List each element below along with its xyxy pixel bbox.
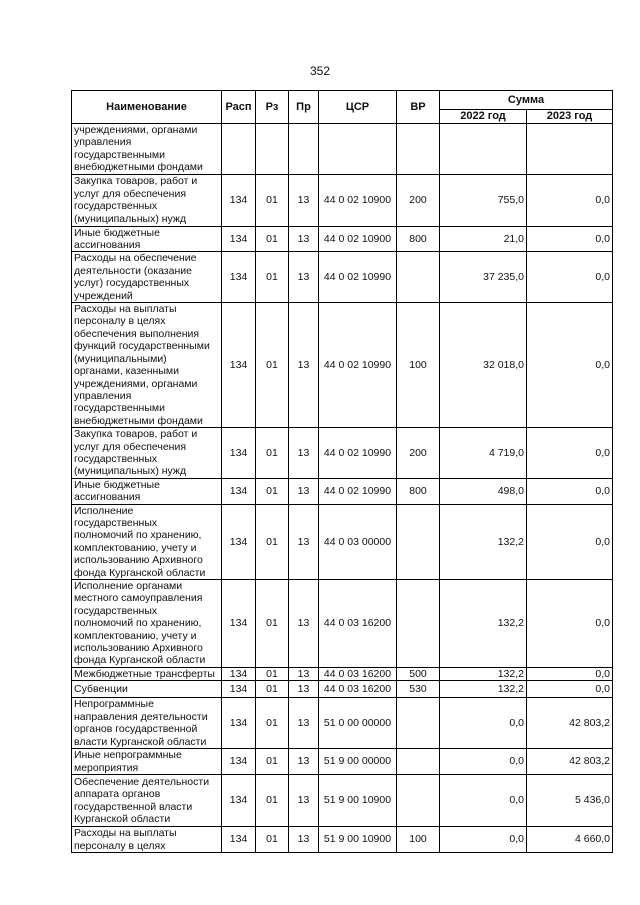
cell-amount-2023: 0,0 <box>527 226 613 252</box>
row-name-line: комплектованию, учету и <box>74 541 197 554</box>
cell-pr: 13 <box>289 580 319 668</box>
cell-amount-2022: 32 018,0 <box>440 303 527 428</box>
cell-csr: 44 0 03 16200 <box>319 681 397 698</box>
cell-amount-2022: 498,0 <box>440 478 527 504</box>
header-vr: ВР <box>397 91 440 124</box>
cell-rz: 01 <box>256 827 289 853</box>
cell-amount-2023: 4 660,0 <box>527 827 613 853</box>
cell-rz: 01 <box>256 174 289 226</box>
cell-pr: 13 <box>289 667 319 680</box>
page-number: 352 <box>309 64 331 78</box>
row-name <box>72 698 222 749</box>
cell-amount-2022: 0,0 <box>440 698 527 749</box>
row-name-line: учреждениями, органами <box>74 124 198 136</box>
row-name-line: (муниципальными) <box>74 352 167 365</box>
row-name-line: учреждений <box>74 289 133 302</box>
cell-rz: 01 <box>256 580 289 668</box>
row-name-line: фонда Курганской области <box>74 566 206 579</box>
row-name-line: Расходы на выплаты <box>74 827 177 840</box>
header-name: Наименование <box>72 91 222 124</box>
row-name-line: персоналу в целях <box>74 315 166 328</box>
cell-csr: 44 0 02 10990 <box>319 478 397 504</box>
cell-vr: 500 <box>397 667 440 680</box>
cell-vr: 200 <box>397 174 440 226</box>
cell-rasp: 134 <box>222 698 256 749</box>
cell-pr: 13 <box>289 698 319 749</box>
cell-vr: 200 <box>397 428 440 479</box>
row-name-line: государственными <box>74 148 165 161</box>
header-rasp: Расп <box>222 91 256 124</box>
cell-rasp: 134 <box>222 827 256 853</box>
table-row <box>72 124 613 175</box>
cell-csr: 44 0 03 16200 <box>319 667 397 680</box>
cell-pr: 13 <box>289 827 319 853</box>
cell-rasp: 134 <box>222 174 256 226</box>
cell-amount-2022: 132,2 <box>440 681 527 698</box>
cell-rasp: 134 <box>222 428 256 479</box>
table-row <box>72 504 613 579</box>
row-name-line: государственных <box>74 200 158 213</box>
cell-amount-2023: 0,0 <box>527 252 613 303</box>
cell-vr <box>397 252 440 303</box>
row-name-line: Закупка товаров, работ и <box>74 428 198 441</box>
cell-csr: 44 0 02 10990 <box>319 303 397 428</box>
cell-vr <box>397 749 440 775</box>
cell-pr: 13 <box>289 226 319 252</box>
table-row <box>72 303 613 428</box>
header-year-2022: 2022 год <box>440 110 527 124</box>
row-name <box>72 428 222 479</box>
cell-amount-2022: 4 719,0 <box>440 428 527 479</box>
table-row <box>72 428 613 479</box>
row-name <box>72 775 222 827</box>
row-name-line: фонда Курганской области <box>74 654 206 667</box>
cell-amount-2022: 132,2 <box>440 667 527 680</box>
row-name-line: управления <box>74 136 132 149</box>
cell-rasp: 134 <box>222 667 256 680</box>
row-name-line: полномочий по хранению, <box>74 617 202 630</box>
cell-rasp <box>222 124 256 175</box>
cell-rz: 01 <box>256 428 289 479</box>
row-name <box>72 226 222 252</box>
cell-pr: 13 <box>289 681 319 698</box>
row-name-line: управления <box>74 389 132 402</box>
cell-rz: 01 <box>256 303 289 428</box>
cell-vr <box>397 775 440 827</box>
cell-csr: 44 0 02 10900 <box>319 226 397 252</box>
row-name-line: Исполнение органами <box>74 580 183 592</box>
table-body <box>72 124 613 853</box>
cell-vr: 100 <box>397 303 440 428</box>
cell-csr: 44 0 02 10900 <box>319 174 397 226</box>
row-name <box>72 478 222 504</box>
row-name <box>72 303 222 428</box>
row-name-line: государственными <box>74 402 165 415</box>
row-name-line: государственных <box>74 516 158 529</box>
row-name <box>72 124 222 175</box>
row-name-line: Субвенции <box>74 683 128 696</box>
table-row <box>72 667 613 680</box>
cell-rz: 01 <box>256 749 289 775</box>
cell-pr: 13 <box>289 252 319 303</box>
cell-rz: 01 <box>256 775 289 827</box>
cell-amount-2022: 132,2 <box>440 504 527 579</box>
table-row <box>72 174 613 226</box>
cell-csr: 44 0 02 10990 <box>319 428 397 479</box>
row-name-line: обеспечения выполнения <box>74 327 200 340</box>
table-row <box>72 681 613 698</box>
row-name-line: Закупка товаров, работ и <box>74 175 198 188</box>
cell-csr <box>319 124 397 175</box>
row-name-line: мероприятия <box>74 761 139 774</box>
cell-amount-2022: 0,0 <box>440 749 527 775</box>
table-row <box>72 749 613 775</box>
table-row <box>72 478 613 504</box>
cell-amount-2023: 42 803,2 <box>527 749 613 775</box>
cell-rasp: 134 <box>222 681 256 698</box>
table-row <box>72 698 613 749</box>
row-name-line: Исполнение <box>74 504 134 517</box>
row-name-line: внебюджетными фондами <box>74 161 203 174</box>
cell-rasp: 134 <box>222 580 256 668</box>
cell-amount-2022 <box>440 124 527 175</box>
row-name-line: услуг для обеспечения <box>74 187 187 200</box>
cell-rasp: 134 <box>222 504 256 579</box>
cell-vr: 100 <box>397 827 440 853</box>
cell-pr: 13 <box>289 428 319 479</box>
row-name-line: государственных <box>74 604 158 617</box>
row-name-line: аппарата органов <box>74 788 161 801</box>
cell-pr: 13 <box>289 303 319 428</box>
cell-amount-2022: 37 235,0 <box>440 252 527 303</box>
cell-vr <box>397 124 440 175</box>
cell-rz: 01 <box>256 681 289 698</box>
row-name <box>72 174 222 226</box>
cell-csr: 51 9 00 00000 <box>319 749 397 775</box>
row-name-line: органов государственной <box>74 723 198 736</box>
row-name-line: учреждениями, органами <box>74 377 198 390</box>
row-name-line: использованию Архивного <box>74 642 203 655</box>
cell-rasp: 134 <box>222 252 256 303</box>
table-row <box>72 226 613 252</box>
cell-amount-2023 <box>527 124 613 175</box>
table-row <box>72 775 613 827</box>
cell-csr: 44 0 03 00000 <box>319 504 397 579</box>
cell-vr <box>397 504 440 579</box>
cell-amount-2023: 5 436,0 <box>527 775 613 827</box>
row-name <box>72 749 222 775</box>
cell-rasp: 134 <box>222 775 256 827</box>
row-name-line: ассигнования <box>74 239 141 252</box>
header-pr: Пр <box>289 91 319 124</box>
cell-csr: 51 0 00 00000 <box>319 698 397 749</box>
row-name-line: Расходы на выплаты <box>74 303 177 316</box>
cell-amount-2023: 0,0 <box>527 478 613 504</box>
cell-pr: 13 <box>289 504 319 579</box>
row-name-line: функций государственными <box>74 340 210 353</box>
cell-rz: 01 <box>256 226 289 252</box>
row-name-line: власти Курганской области <box>74 735 207 748</box>
row-name-line: органами, казенными <box>74 365 179 378</box>
header-rz: Рз <box>256 91 289 124</box>
cell-amount-2023: 0,0 <box>527 681 613 698</box>
cell-rz: 01 <box>256 698 289 749</box>
row-name-line: Обеспечение деятельности <box>74 775 210 788</box>
cell-rasp: 134 <box>222 226 256 252</box>
table-header <box>72 91 613 124</box>
row-name <box>72 681 222 698</box>
cell-amount-2022: 755,0 <box>440 174 527 226</box>
cell-rz: 01 <box>256 252 289 303</box>
table-row <box>72 252 613 303</box>
row-name-line: внебюджетными фондами <box>74 414 203 427</box>
cell-vr: 530 <box>397 681 440 698</box>
row-name-line: Иные непрограммные <box>74 749 182 762</box>
cell-vr: 800 <box>397 478 440 504</box>
row-name-line: Расходы на обеспечение <box>74 252 197 265</box>
cell-amount-2023: 0,0 <box>527 580 613 668</box>
cell-amount-2023: 0,0 <box>527 303 613 428</box>
cell-rz <box>256 124 289 175</box>
row-name-line: государственных <box>74 452 158 465</box>
cell-rasp: 134 <box>222 749 256 775</box>
budget-table <box>71 90 613 853</box>
row-name-line: местного самоуправления <box>74 592 203 605</box>
row-name-line: Иные бюджетные <box>74 478 160 491</box>
row-name <box>72 827 222 853</box>
row-name-line: услуг для обеспечения <box>74 440 187 453</box>
cell-rz: 01 <box>256 478 289 504</box>
cell-pr: 13 <box>289 174 319 226</box>
row-name-line: использованию Архивного <box>74 554 203 567</box>
row-name-line: Иные бюджетные <box>74 226 160 239</box>
cell-amount-2023: 0,0 <box>527 428 613 479</box>
cell-pr <box>289 124 319 175</box>
cell-rasp: 134 <box>222 303 256 428</box>
cell-amount-2022: 0,0 <box>440 827 527 853</box>
cell-vr <box>397 698 440 749</box>
row-name-line: государственной власти <box>74 800 193 813</box>
cell-amount-2023: 0,0 <box>527 667 613 680</box>
row-name <box>72 667 222 680</box>
cell-amount-2023: 0,0 <box>527 174 613 226</box>
row-name-line: Непрограммные <box>74 698 154 711</box>
header-summa: Сумма <box>440 91 613 110</box>
row-name-line: (муниципальных) нужд <box>74 465 187 478</box>
cell-csr: 51 9 00 10900 <box>319 775 397 827</box>
cell-csr: 44 0 02 10990 <box>319 252 397 303</box>
row-name-line: полномочий по хранению, <box>74 529 202 542</box>
cell-rz: 01 <box>256 667 289 680</box>
row-name-line: деятельности (оказание <box>74 264 192 277</box>
cell-vr <box>397 580 440 668</box>
cell-rz: 01 <box>256 504 289 579</box>
header-year-2023: 2023 год <box>527 110 613 124</box>
row-name-line: ассигнования <box>74 491 141 504</box>
cell-csr: 44 0 03 16200 <box>319 580 397 668</box>
cell-pr: 13 <box>289 749 319 775</box>
row-name-line: Курганской области <box>74 812 171 825</box>
cell-amount-2023: 42 803,2 <box>527 698 613 749</box>
table-row <box>72 580 613 668</box>
cell-amount-2022: 132,2 <box>440 580 527 668</box>
cell-amount-2022: 0,0 <box>440 775 527 827</box>
row-name <box>72 504 222 579</box>
cell-vr: 800 <box>397 226 440 252</box>
row-name-line: комплектованию, учету и <box>74 629 197 642</box>
cell-rasp: 134 <box>222 478 256 504</box>
cell-pr: 13 <box>289 775 319 827</box>
row-name-line: Межбюджетные трансферты <box>74 667 215 680</box>
header-csr: ЦСР <box>319 91 397 124</box>
row-name <box>72 252 222 303</box>
row-name-line: (муниципальных) нужд <box>74 212 187 225</box>
row-name <box>72 580 222 668</box>
cell-pr: 13 <box>289 478 319 504</box>
row-name-line: персоналу в целях <box>74 839 166 852</box>
cell-amount-2022: 21,0 <box>440 226 527 252</box>
cell-csr: 51 9 00 10900 <box>319 827 397 853</box>
table-row <box>72 827 613 853</box>
cell-amount-2023: 0,0 <box>527 504 613 579</box>
row-name-line: услуг) государственных <box>74 277 190 290</box>
row-name-line: направления деятельности <box>74 710 208 723</box>
